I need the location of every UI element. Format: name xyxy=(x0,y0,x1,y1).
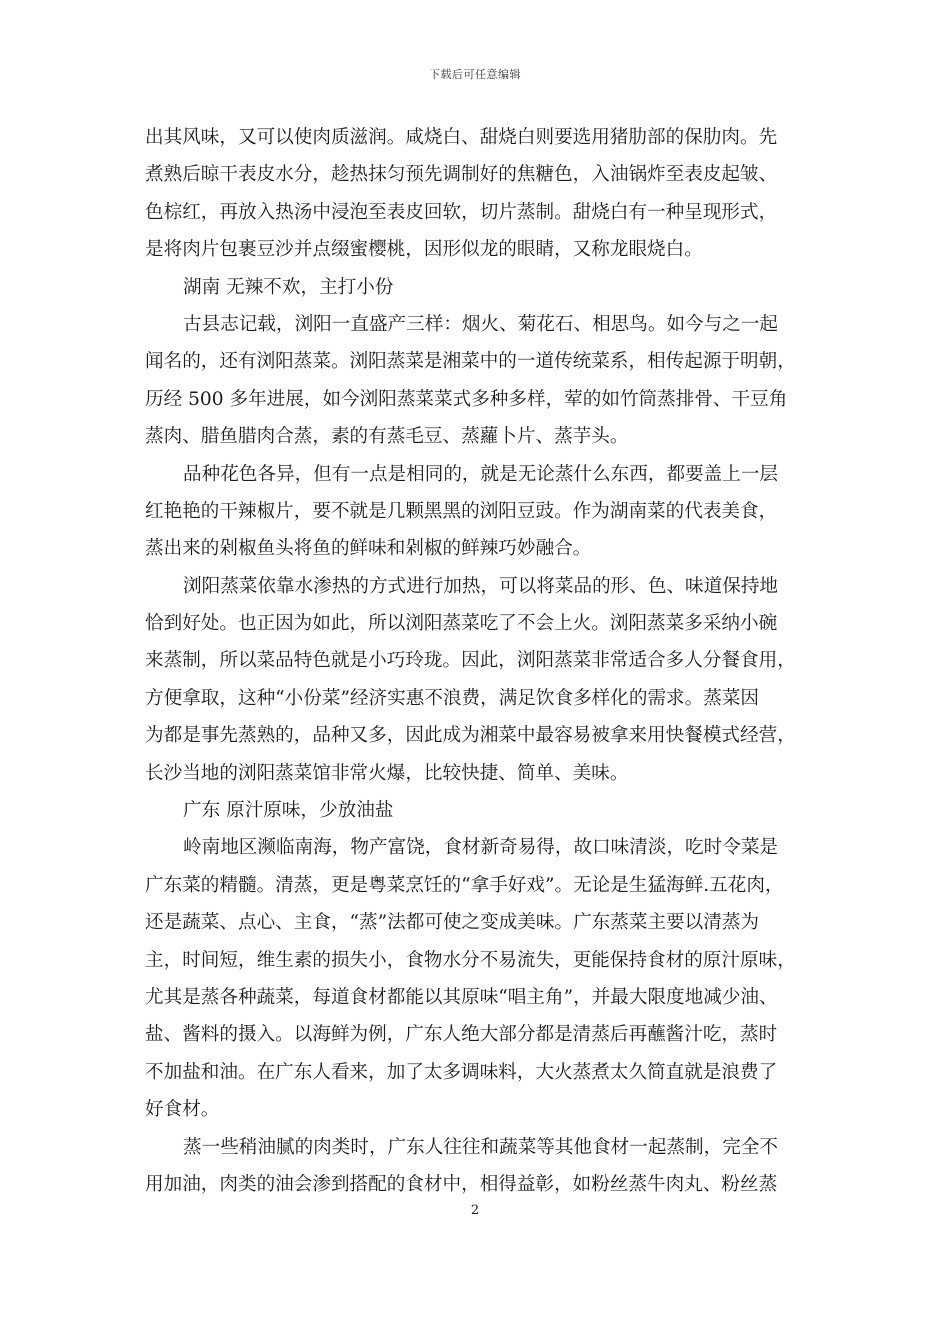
text-line: 主，时间短，维生素的损失小，食物水分不易流失，更能保持食材的原汁原味， xyxy=(145,949,796,971)
text-line: 闻名的，还有浏阳蒸菜。浏阳蒸菜是湘菜中的一道传统菜系，相传起源于明朝， xyxy=(145,351,796,373)
paragraph-start-line: 浏阳蒸菜依靠水渗热的方式进行加热，可以将菜品的形、色、味道保持地 xyxy=(183,575,779,597)
text-line: 蒸肉、腊鱼腊肉合蒸，素的有蒸毛豆、蒸蘿卜片、蒸芋头。 xyxy=(145,426,629,448)
document-body xyxy=(145,124,810,1208)
paragraph-start-line: 蒸一些稍油腻的肉类时，广东人往往和蔬菜等其他食材一起蒸制，完全不 xyxy=(183,1136,779,1158)
text-line: 方便拿取，这种“小份菜”经济实惠不浪费，满足饮食多样化的需求。蒸菜因 xyxy=(145,687,760,709)
page-header: 下载后可任意编辑 xyxy=(429,68,521,81)
text-line: 盐、酱料的摄入。以海鲜为例，广东人绝大部分都是清蒸后再蘸酱汁吃，蒸时 xyxy=(145,1024,778,1046)
text-line: 历经 500 多年进展，如今浏阳蒸菜菜式多种多样，荤的如竹筒蒸排骨、干豆角 xyxy=(145,388,788,410)
paragraph-start-line: 广东 原汁原味，少放油盐 xyxy=(183,800,394,822)
text-line: 恰到好处。也正因为如此，所以浏阳蒸菜吃了不会上火。浏阳蒸菜多采纳小碗 xyxy=(145,613,778,635)
paragraph-start-line: 湖南 无辣不欢，主打小份 xyxy=(183,276,394,298)
text-line: 来蒸制，所以菜品特色就是小巧玲珑。因此，浏阳蒸菜非常适合多人分餐食用， xyxy=(145,650,796,672)
text-line: 为都是事先蒸熟的，品种又多，因此成为湘菜中最容易被拿来用快餐模式经营， xyxy=(145,725,796,747)
text-line: 长沙当地的浏阳蒸菜馆非常火爆，比较快捷、简单、美味。 xyxy=(145,762,629,784)
paragraph-start-line: 岭南地区濒临南海，物产富饶，食材新奇易得，故口味清淡，吃时令菜是 xyxy=(183,837,779,859)
text-line: 尤其是蒸各种蔬菜，每道食材都能以其原味“唱主角”，并最大限度地减少油、 xyxy=(145,986,778,1008)
text-line: 蒸出来的剁椒鱼头将鱼的鲜味和剁椒的鲜辣巧妙融合。 xyxy=(145,538,592,560)
text-line: 不加盐和油。在广东人看来，加了太多调味料，大火蒸煮太久简直就是浪费了 xyxy=(145,1061,778,1083)
text-line: 广东菜的精髓。清蒸，更是粤菜烹饪的“拿手好戏”。无论是生猛海鲜.五花肉， xyxy=(145,874,784,896)
text-line: 好食材。 xyxy=(145,1099,220,1121)
text-line: 还是蔬菜、点心、主食，“蒸”法都可使之变成美味。广东蒸菜主要以清蒸为 xyxy=(145,912,760,934)
text-line: 煮熟后晾干表皮水分，趁热抹匀预先调制好的焦糖色，入油锅炸至表皮起皱、 xyxy=(145,164,778,186)
text-line: 用加油，肉类的油会渗到搭配的食材中，相得益彰，如粉丝蒸牛肉丸、粉丝蒸 xyxy=(145,1173,778,1195)
text-line: 是将肉片包裹豆沙并点缀蜜樱桃，因形似龙的眼睛，又称龙眼烧白。 xyxy=(145,239,703,261)
text-line: 红艳艳的干辣椒片，要不就是几颗黑黑的浏阳豆豉。作为湖南菜的代表美食， xyxy=(145,500,778,522)
text-line: 色棕红，再放入热汤中浸泡至表皮回软，切片蒸制。甜烧白有一种呈现形式， xyxy=(145,201,778,223)
paragraph-start-line: 古县志记载，浏阳一直盛产三样：烟火、菊花石、相思鸟。如今与之一起 xyxy=(183,313,779,335)
paragraph-start-line: 品种花色各异，但有一点是相同的，就是无论蒸什么东西，都要盖上一层 xyxy=(183,463,779,485)
page-number: 2 xyxy=(470,1203,480,1218)
text-line: 出其风味，又可以使肉质滋润。咸烧白、甜烧白则要选用猪肋部的保肋肉。先 xyxy=(145,127,778,148)
